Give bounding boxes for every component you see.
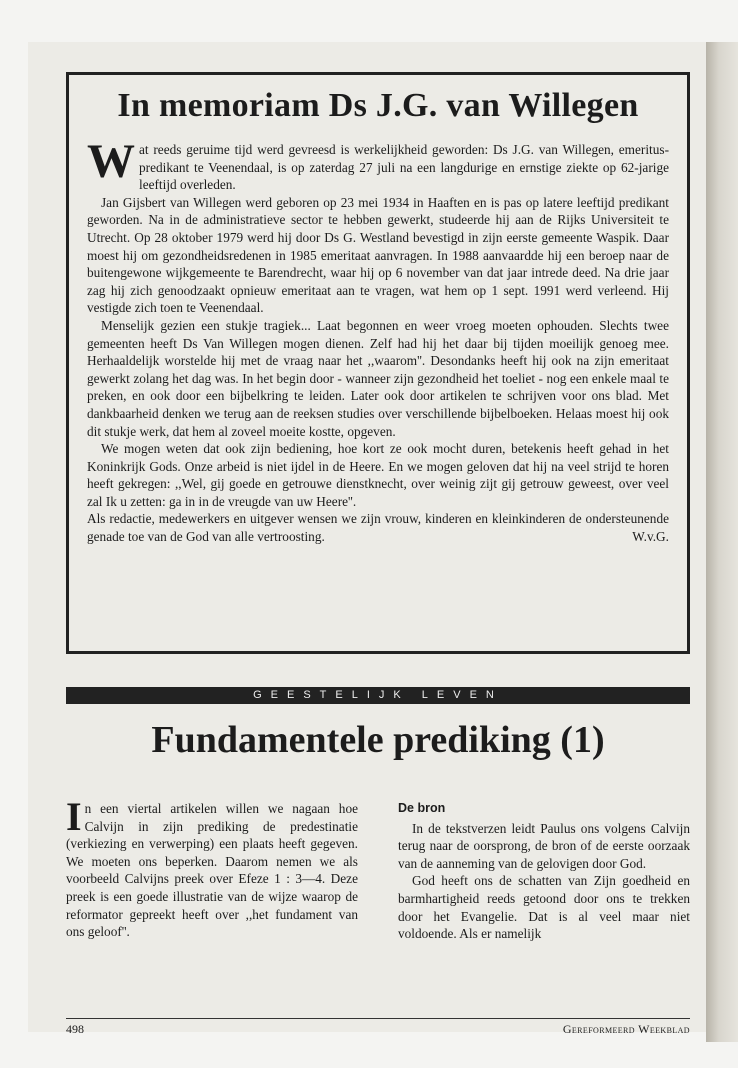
memoriam-signature: W.v.G. — [632, 529, 669, 545]
section-label-bar: GEESTELIJK LEVEN — [66, 687, 690, 704]
memoriam-paragraph-2: Jan Gijsbert van Willegen werd geboren op 23 mei 1934 in Haaften en is pas op latere leeftijd predikant geworden. Na in de administratieve sector te hebben gewerkt, studeerde hij aan de Rijks Universiteit te Utrecht. Op 28 oktober 1979 werd hij door Ds G. Westland bevestigd in zijn eerste gemeente Waspik. Daar moest hij om gezondheidsredenen in 1985 emeritaat aanvragen. In 1988 aanvaardde hij een beroep naar de buitengewone wijkgemeente te Barendrecht, waar hij op 6 november van dat jaar intrede deed. Na drie jaar zag hij zich genoodzaakt opnieuw emeritaat aan te vragen, wat hem op 1 sept. 1991 werd verleend. Hij vestigde zich toen te Veenendaal. — [87, 194, 669, 316]
memoriam-paragraph-5-text: Als redactie, medewerkers en uitgever wensen we zijn vrouw, kinderen en kleinkinderen de ondersteunende genade toe van de God van alle vertroosting. — [87, 511, 669, 545]
article-title: Fundamentele prediking (1) — [151, 719, 605, 761]
article-intro-text: n een viertal artikelen willen we nagaan hoe Calvijn in zijn prediking de predestinatie (verkiezing en verwerping) een plaats heeft gegeven. We moeten ons beperken. Daarom nemen we als voorbeeld Calvijns preek over Efeze 1 : 3—4. Deze preek is een goede illustratie van de wijze waarop de reformator gepreekt heeft over ,,het fundament van ons geloof''. — [66, 801, 358, 940]
article-right-paragraph-2: God heeft ons de schatten van Zijn goedheid en barmhartigheid reeds getoond door ons te trekken door het Evangelie. Dat is al veel maar niet voldoende. Als er namelijk — [398, 873, 690, 942]
memoriam-dropcap: W — [87, 135, 135, 188]
article-intro-paragraph — [66, 794, 358, 941]
article-subheading: De bron — [398, 801, 446, 815]
binding-spine — [706, 42, 738, 1042]
memoriam-paragraph-3: Menselijk gezien een stukje tragiek... Laat begonnen en weer vroeg moeten ophouden. Slechts twee gemeenten heeft Ds Van Willegen mogen dienen. Zelf had hij het daar bij tijden moeilijk genoeg mee. Herhaaldelijk worstelde hij met de vraag naar het ,,waarom''. Desondanks heeft hij ook na zijn emeritaat gewerkt zolang het dag was. In het begin door - wanneer zijn gezondheid het toeliet - nog een enkele maal te preken, en ook door een bijbelkring te leiden. Later ook door artikelen te schrijven voor ons blad. Met dankbaarheid denken we terug aan de reeksen studies over verschillende bijbelboeken. Helaas moest hij ook dit stukje werk, dat hem al zoveel moeite kostte, opgeven. — [87, 317, 669, 439]
memoriam-body — [87, 135, 669, 546]
memoriam-box — [66, 72, 690, 654]
page-number: 498 — [66, 1022, 84, 1036]
article-right-column — [398, 800, 690, 943]
article-right-paragraph-1: In de tekstverzen leidt Paulus ons volgens Calvijn terug naar de oorsprong, de bron of de eerste oorzaak van de aanneming van de gelovigen door God. — [398, 820, 690, 871]
footer-rule — [66, 1018, 690, 1019]
memoriam-title: In memoriam Ds J.G. van Willegen — [117, 87, 639, 124]
memoriam-paragraph-1-text: at reeds geruime tijd werd gevreesd is werkelijkheid geworden: Ds J.G. van Willegen, emeritus-predikant te Veenendaal, is op zaterdag 27 juli na een langdurige en ernstige ziekte op 62-jarige leeftijd overleden. — [139, 142, 669, 193]
memoriam-paragraph-1 — [87, 135, 669, 194]
memoriam-paragraph-4: We mogen weten dat ook zijn bediening, hoe kort ze ook mocht duren, betekenis heeft gehad in het Koninkrijk Gods. Onze arbeid is niet ijdel in de Heere. En we mogen geloven dat hij na veel strijd te horen heeft gekregen: ,,Wel, gij goede en getrouwe dienstknecht, over weinig zijt gij getrouw geweest, over veel zal Ik u zetten: ga in in de vreugde van uw Heere''. — [87, 441, 669, 509]
article-left-column — [66, 794, 358, 941]
article-dropcap: I — [66, 794, 82, 839]
memoriam-paragraph-5 — [87, 510, 669, 545]
publication-name: Gereformeerd Weekblad — [562, 1022, 690, 1036]
